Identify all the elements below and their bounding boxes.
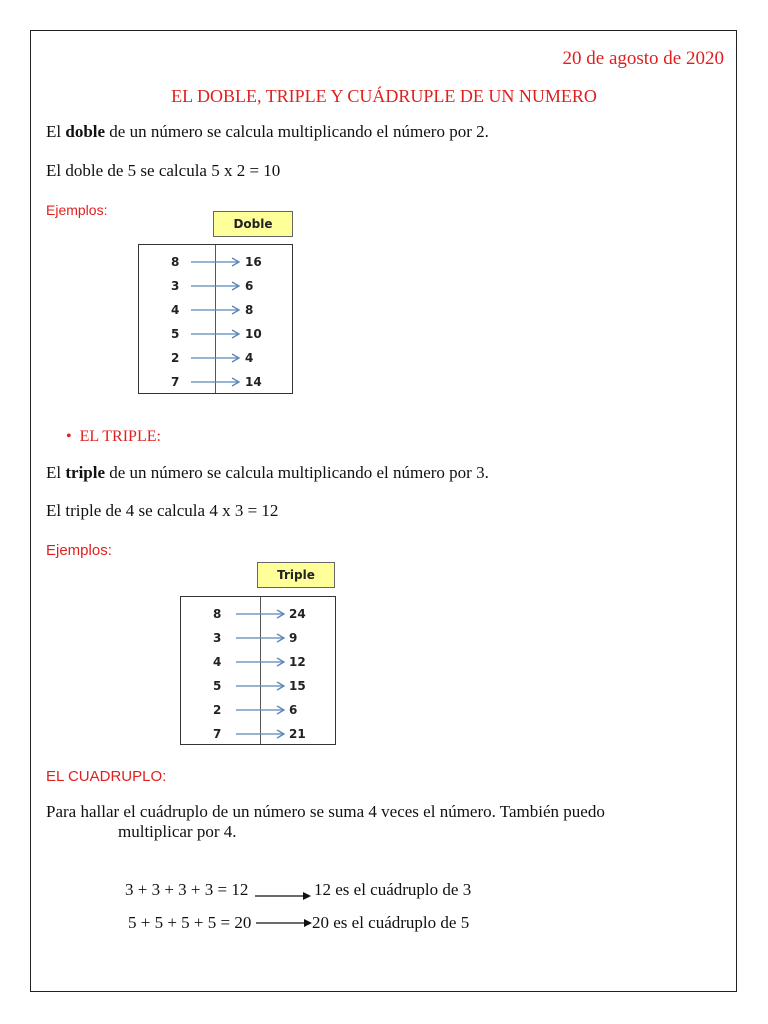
doble-table (138, 244, 293, 394)
arrow-right-icon (191, 376, 241, 388)
triple-definition: El triple de un número se calcula multiplicando el número por 3. (46, 463, 489, 482)
triple-result-number: 9 (289, 631, 298, 645)
doble-table-row (139, 299, 292, 323)
doble-input-number: 7 (171, 375, 180, 389)
page-title: EL DOBLE, TRIPLE Y CUÁDRUPLE DE UN NUMERO (171, 86, 597, 106)
arrow-right-icon (236, 728, 286, 740)
triple-table-row (181, 651, 335, 675)
triple-result-number: 21 (289, 727, 306, 741)
doble-table-row (139, 347, 292, 371)
doble-input-number: 5 (171, 327, 180, 341)
doble-table-header: Doble (213, 211, 293, 237)
triple-examples-label: Ejemplos: (46, 542, 112, 559)
doble-table-row (139, 323, 292, 347)
triple-result-number: 24 (289, 607, 306, 621)
equation-1-result: 12 es el cuádruplo de 3 (314, 880, 472, 899)
doble-examples-label: Ejemplos: (46, 202, 108, 218)
cuadruplo-heading: EL CUADRUPLO: (46, 768, 167, 785)
triple-table-row (181, 603, 335, 627)
arrow-right-icon (255, 888, 311, 900)
doble-result-number: 6 (245, 279, 254, 293)
triple-table-row (181, 627, 335, 651)
triple-input-number: 8 (213, 607, 222, 621)
arrow-right-icon (256, 917, 312, 929)
arrow-right-icon (191, 280, 241, 292)
arrow-right-icon (236, 608, 286, 620)
doble-input-number: 2 (171, 351, 180, 365)
triple-example: El triple de 4 se calcula 4 x 3 = 12 (46, 501, 279, 520)
triple-table-row (181, 675, 335, 699)
arrow-right-icon (236, 632, 286, 644)
arrow-right-icon (191, 304, 241, 316)
triple-input-number: 7 (213, 727, 222, 741)
arrow-right-icon (236, 680, 286, 692)
doble-result-number: 16 (245, 255, 262, 269)
triple-bullet: • EL TRIPLE: (66, 428, 161, 445)
triple-table (180, 596, 336, 745)
arrow-right-icon (191, 352, 241, 364)
triple-table-row (181, 699, 335, 723)
triple-input-number: 5 (213, 679, 222, 693)
triple-table-header: Triple (257, 562, 335, 588)
triple-input-number: 2 (213, 703, 222, 717)
arrow-right-icon (236, 704, 286, 716)
date: 20 de agosto de 2020 (562, 48, 724, 69)
doble-input-number: 4 (171, 303, 180, 317)
doble-input-number: 3 (171, 279, 180, 293)
doble-input-number: 8 (171, 255, 180, 269)
cuadruplo-definition-line1: Para hallar el cuádruplo de un número se suma 4 veces el número. También puedo (46, 802, 605, 821)
doble-result-number: 14 (245, 375, 262, 389)
doble-example: El doble de 5 se calcula 5 x 2 = 10 (46, 161, 281, 180)
doble-table-row (139, 371, 292, 395)
triple-input-number: 3 (213, 631, 222, 645)
arrow-right-icon (191, 256, 241, 268)
doble-definition: El doble de un número se calcula multiplicando el número por 2. (46, 122, 489, 141)
arrow-right-icon (236, 656, 286, 668)
triple-table-row (181, 723, 335, 747)
cuadruplo-definition-line2: multiplicar por 4. (118, 822, 237, 841)
arrow-right-icon (191, 328, 241, 340)
triple-result-number: 12 (289, 655, 306, 669)
triple-input-number: 4 (213, 655, 222, 669)
equation-2-result: 20 es el cuádruplo de 5 (312, 913, 470, 932)
triple-result-number: 6 (289, 703, 298, 717)
doble-result-number: 10 (245, 327, 262, 341)
equation-2-sum: 5 + 5 + 5 + 5 = 20 (128, 913, 252, 932)
doble-table-row (139, 251, 292, 275)
triple-result-number: 15 (289, 679, 306, 693)
equation-1-sum: 3 + 3 + 3 + 3 = 12 (125, 880, 249, 899)
doble-result-number: 4 (245, 351, 254, 365)
doble-table-row (139, 275, 292, 299)
doble-result-number: 8 (245, 303, 254, 317)
